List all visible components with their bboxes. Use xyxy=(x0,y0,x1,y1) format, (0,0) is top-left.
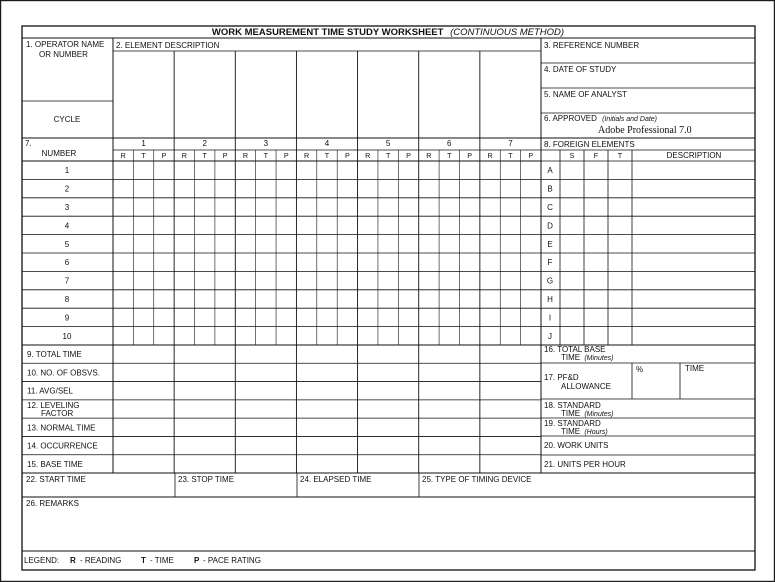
sub-header-r: R xyxy=(426,151,432,160)
title-method: (CONTINUOUS METHOD) xyxy=(450,27,565,38)
legend-p-key: P xyxy=(194,556,200,565)
sub-header-p: P xyxy=(344,151,350,160)
cycle-row-number: 6 xyxy=(64,258,70,268)
foreign-letter-h: H xyxy=(547,295,553,304)
cycle-label: CYCLE xyxy=(53,115,81,124)
sub-header-r: R xyxy=(365,151,371,160)
sft-subheaders xyxy=(570,151,623,160)
sub-header-t: T xyxy=(263,151,269,160)
operator-label-2: OR NUMBER xyxy=(39,50,88,59)
sub-header-t: T xyxy=(202,151,207,160)
pfd-label-2: ALLOWANCE xyxy=(561,382,611,391)
foreign-letter-d: D xyxy=(547,221,553,231)
foreign-element-letters xyxy=(547,166,553,341)
svg-text:TIME (Minutes) xyxy=(561,353,614,362)
sub-header-t: T xyxy=(385,151,391,160)
sub-header-p: P xyxy=(283,151,289,160)
element-5-header: 5 xyxy=(385,139,391,148)
sub-header-p: P xyxy=(161,151,167,160)
legend xyxy=(24,556,261,565)
element-4-header: 4 xyxy=(324,139,330,148)
foreign-letter-e: E xyxy=(547,239,553,249)
sub-header-t: T xyxy=(141,151,146,160)
approved-value[interactable]: Adobe Professional 7.0 xyxy=(598,125,692,136)
sub-header-r: R xyxy=(120,151,126,160)
summary-row-label-2: FACTOR xyxy=(41,409,74,418)
legend-t-key: T xyxy=(141,556,146,565)
foreign-sub-header-t: T xyxy=(617,151,623,160)
cycle-row-number: 5 xyxy=(64,239,70,249)
std-time-hours-label: 19. STANDARD xyxy=(544,419,601,428)
sub-header-r: R xyxy=(181,151,187,160)
foreign-elements-label: 8. FOREIGN ELEMENTS xyxy=(544,140,635,149)
rtp-subheaders xyxy=(121,151,534,160)
foreign-letter-a: A xyxy=(547,166,553,176)
legend-label: LEGEND: xyxy=(24,556,60,565)
sub-header-p: P xyxy=(528,151,534,160)
element-1-header: 1 xyxy=(141,139,146,148)
pfd-time-label: TIME xyxy=(685,364,705,373)
element-column-headers xyxy=(141,139,513,148)
sub-header-r: R xyxy=(242,151,249,160)
svg-text:6. APPROVED (Initials and xyxy=(544,114,657,123)
pfd-percent-label: % xyxy=(636,365,644,374)
foreign-letter-g: G xyxy=(546,276,554,286)
cycle-row-number: 3 xyxy=(64,203,70,212)
form-grid-generated xyxy=(22,51,755,473)
reference-number-label: 3. REFERENCE NUMBER xyxy=(544,41,640,50)
svg-text:TIME (Hours) xyxy=(561,427,608,436)
sub-header-r: R xyxy=(304,151,310,160)
approved-label: 6. APPROVED xyxy=(544,114,597,123)
timing-device-label: 25. TYPE OF TIMING DEVICE xyxy=(422,475,532,484)
foreign-letter-i: I xyxy=(548,313,552,323)
total-base-time-label: 16. TOTAL BASE xyxy=(544,345,606,354)
cycle-row-number: 7 xyxy=(64,276,70,286)
cycle-rows xyxy=(63,166,72,341)
std-time-hours-unit: (Hours) xyxy=(584,429,608,436)
summary-row-label: 13. NORMAL TIME xyxy=(27,423,96,433)
foreign-letter-j: J xyxy=(548,331,552,341)
cycle-row-number: 9 xyxy=(64,313,70,323)
form-grid-static xyxy=(1,1,775,582)
std-time-minutes-label: 18. STANDARD xyxy=(544,401,601,410)
pfd-label: 17. PF&D xyxy=(544,373,579,382)
element-7-header: 7 xyxy=(508,139,513,148)
element-6-header: 6 xyxy=(447,139,452,148)
foreign-sub-header-s: S xyxy=(569,151,575,160)
operator-label: 1. OPERATOR NAME xyxy=(26,40,105,49)
summary-rows xyxy=(27,350,100,469)
number-label: NUMBER xyxy=(41,149,77,158)
sub-header-t: T xyxy=(447,151,452,160)
approved-note: (Initials and Date) xyxy=(602,116,658,123)
std-time-hours-label-2: TIME xyxy=(561,427,581,436)
summary-row-label: 10. NO. OF OBSVS. xyxy=(27,368,100,378)
sub-header-r: R xyxy=(487,151,493,160)
remarks-label: 26. REMARKS xyxy=(26,499,79,508)
summary-row-label: 11. AVG/SEL xyxy=(27,386,73,396)
std-time-minutes-unit: (Minutes) xyxy=(584,411,614,418)
start-time-label: 22. START TIME xyxy=(26,475,86,484)
foreign-letter-c: C xyxy=(547,203,553,212)
elapsed-time-label: 24. ELAPSED TIME xyxy=(300,475,372,484)
description-label: DESCRIPTION xyxy=(666,151,722,160)
element-2-header: 2 xyxy=(202,139,207,148)
form-title xyxy=(212,27,564,38)
sub-header-t: T xyxy=(324,151,330,160)
analyst-name-label: 5. NAME OF ANALYST xyxy=(544,90,627,99)
element-description-label: 2. ELEMENT DESCRIPTION xyxy=(116,41,220,50)
legend-t-text: - TIME xyxy=(150,556,174,565)
foreign-sub-header-f: F xyxy=(593,151,599,160)
summary-row-label: 9. TOTAL TIME xyxy=(27,350,82,360)
foreign-letter-f: F xyxy=(547,258,553,268)
title-text: WORK MEASUREMENT TIME STUDY WORKSHEET xyxy=(211,27,444,38)
summary-row-label: 14. OCCURRENCE xyxy=(27,441,98,451)
cycle-row-number: 2 xyxy=(64,184,70,194)
legend-r-text: - READING xyxy=(80,556,122,565)
legend-r-key: R xyxy=(70,556,76,565)
svg-text:TIME (Minutes) xyxy=(561,409,614,418)
std-time-minutes-label-2: TIME xyxy=(561,409,581,418)
summary-row-label: 12. LEVELING xyxy=(27,401,80,410)
element-3-header: 3 xyxy=(263,139,269,148)
total-base-time-unit: (Minutes) xyxy=(584,355,614,362)
sub-header-p: P xyxy=(222,151,228,160)
date-of-study-label: 4. DATE OF STUDY xyxy=(544,65,617,74)
sub-header-t: T xyxy=(508,151,513,160)
stop-time-label: 23. STOP TIME xyxy=(178,475,235,484)
sub-header-p: P xyxy=(467,151,473,160)
foreign-letter-b: B xyxy=(547,184,553,194)
cycle-row-number: 1 xyxy=(64,166,70,176)
work-units-label: 20. WORK UNITS xyxy=(544,441,609,450)
legend-p-text: - PACE RATING xyxy=(203,556,261,565)
cycle-row-number: 8 xyxy=(64,295,70,304)
cycle-row-number: 10 xyxy=(62,331,72,341)
units-per-hour-label: 21. UNITS PER HOUR xyxy=(544,460,626,469)
number-label-index: 7. xyxy=(25,139,32,148)
sub-header-p: P xyxy=(406,151,411,160)
summary-row-label: 15. BASE TIME xyxy=(27,459,83,469)
total-base-time-label-2: TIME xyxy=(561,353,581,362)
svg-text:WORK MEASUREMENT TIME STUDY WO xyxy=(212,27,564,38)
cycle-row-number: 4 xyxy=(64,221,70,231)
